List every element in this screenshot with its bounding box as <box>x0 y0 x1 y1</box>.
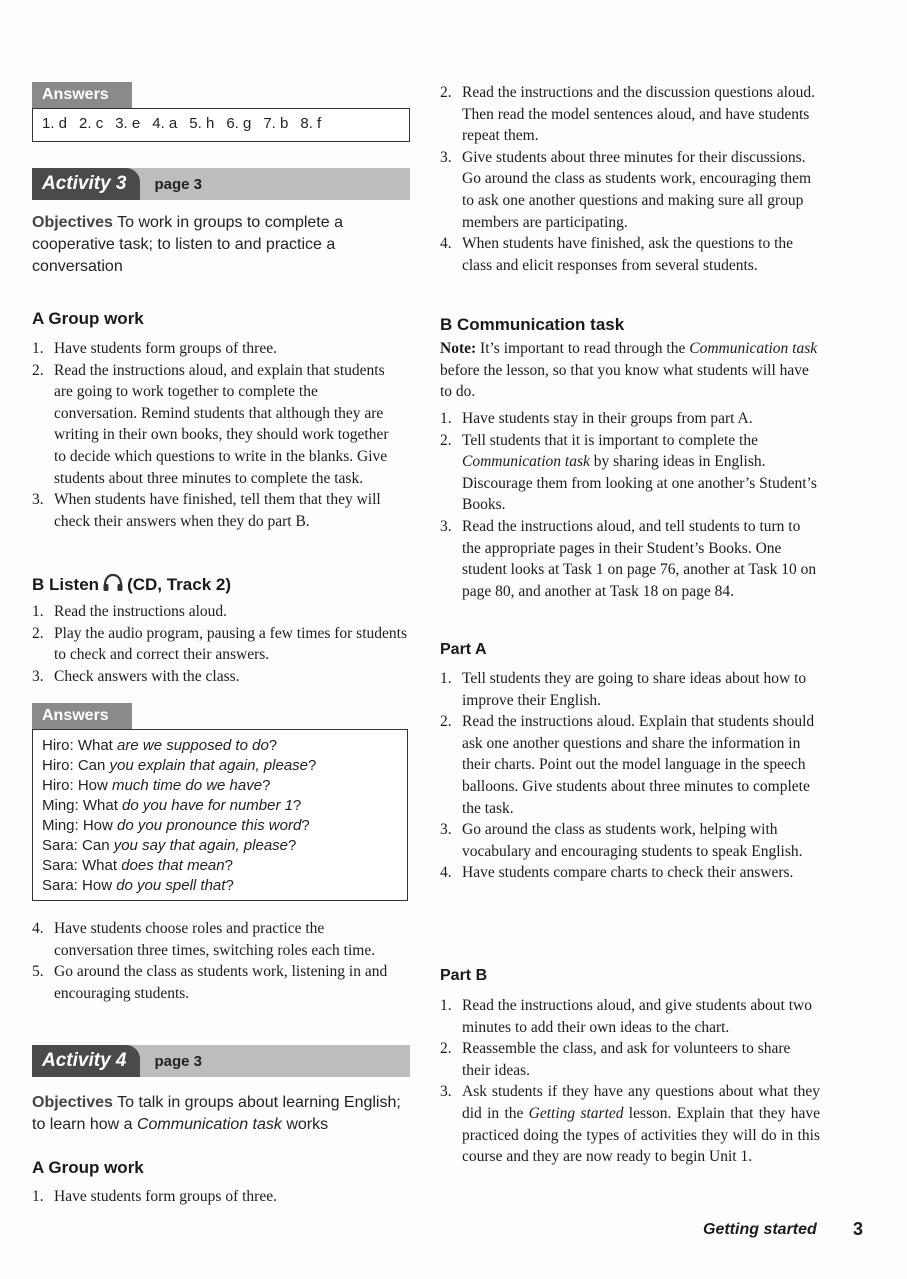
activity-4-page: page 3 <box>154 1052 203 1070</box>
list-item <box>32 601 407 623</box>
list-text: Tell students they are going to share ideas about how to improve their English. <box>462 670 807 709</box>
list-item <box>32 1186 404 1208</box>
part-a-heading: Part A <box>440 641 487 658</box>
objectives-text-2a: To talk in groups about learning English; to learn how a <box>32 1094 401 1133</box>
answer-key-item: 4. a <box>152 115 178 132</box>
objectives-label: Objectives <box>32 214 113 231</box>
listen-heading <box>32 573 231 598</box>
objectives-text: To work in groups to complete a cooperative task; to listen to and practice a conversation <box>32 214 343 275</box>
list-text: Play the audio program, pausing a few times for students to check and correct their answers. <box>54 624 407 664</box>
list-text: Go around the class as students work, helping with vocabulary and encouraging students to speak English. <box>462 821 803 860</box>
answer-line: Ming: What do you have for number 1? <box>42 797 302 814</box>
answer-line: Sara: Can you say that again, please? <box>42 837 297 854</box>
objectives-label-2: Objectives <box>32 1094 113 1111</box>
group-work-list-continued <box>440 82 820 276</box>
answer-line: Hiro: What are we supposed to do? <box>42 737 278 754</box>
answer-line: Ming: How do you pronounce this word? <box>42 817 310 834</box>
answer-key-item: 1. d <box>42 115 68 132</box>
listen-list-continued <box>32 918 407 1004</box>
list-number: 2. <box>32 361 44 379</box>
part-b-heading: Part B <box>440 967 488 984</box>
list-number: 3. <box>32 491 44 509</box>
list-item <box>440 668 820 711</box>
list-number: 5. <box>32 963 44 981</box>
list-item <box>440 82 820 147</box>
list-number: 4. <box>440 235 452 253</box>
answer-key-item: 3. e <box>115 115 141 132</box>
activity-3-objectives <box>32 212 402 278</box>
note-text-a: It’s important to read through the <box>476 340 690 357</box>
answer-line: Hiro: Can you explain that again, please? <box>42 757 317 774</box>
list-text: Have students form groups of three. <box>54 1188 277 1205</box>
page-number: 3 <box>853 1219 864 1239</box>
note-text-b: Communication task <box>689 340 818 357</box>
list-text: Read the instructions aloud. <box>54 603 228 620</box>
list-text: When students have finished, ask the questions to the class and elicit responses from several students. <box>462 235 794 274</box>
answers-key-row <box>33 109 409 138</box>
list-item <box>440 233 820 276</box>
list-item <box>440 862 820 884</box>
communication-task-heading: B Communication task <box>440 315 625 334</box>
list-number: 1. <box>32 340 44 357</box>
list-item: 1. Have students stay in their groups from part A. <box>440 410 753 427</box>
answer-key-item: 5. h <box>189 115 215 132</box>
list-number: 4. <box>440 864 452 882</box>
answers-dialogue-box <box>32 729 408 901</box>
activity-4-label: Activity 4 <box>32 1045 140 1077</box>
list-item <box>32 338 404 360</box>
answer-key-item: 2. c <box>79 115 104 132</box>
list-number: 2. <box>440 84 452 101</box>
list-text: Read the instructions aloud. Explain that students should ask one another questions and share the information in their charts. Point out the model language in the speech balloons. Give students about three minutes to complete the task. <box>462 713 815 817</box>
answer-line: Sara: How do you spell that? <box>42 877 234 894</box>
answers-tab-2: Answers <box>32 703 132 729</box>
headphones-icon <box>102 573 124 598</box>
answer-line: Sara: What does that mean? <box>42 857 233 874</box>
answer-line: Hiro: How much time do we have? <box>42 777 271 794</box>
part-a-list <box>440 668 820 884</box>
activity-3-page: page 3 <box>154 175 203 193</box>
list-text: Go around the class as students work, listening in and encouraging students. <box>54 963 388 1002</box>
list-text: Give students about three minutes for their discussions. Go around the class as students work, encouraging them to ask one another questions and making sure all group members are participating. <box>462 148 812 231</box>
answers-tab: Answers <box>32 82 132 108</box>
list-number: 4. <box>32 920 44 937</box>
list-item <box>32 918 407 961</box>
objectives-text-2c: works <box>281 1116 329 1133</box>
communication-task-note <box>440 338 818 403</box>
list-text: Check answers with the class. <box>54 667 240 685</box>
list-item <box>32 961 407 1004</box>
listen-track: (CD, Track 2) <box>127 575 231 594</box>
footer-section-title: Getting started <box>703 1221 817 1238</box>
answers-dialogue <box>42 736 398 896</box>
part-b-list <box>440 995 820 1168</box>
list-item <box>440 711 820 819</box>
answer-key-item: 6. g <box>226 115 252 132</box>
communication-task-list <box>440 408 820 602</box>
list-item <box>32 489 404 532</box>
list-text: When students have finished, tell them that they will check their answers when they do part B. <box>54 491 381 530</box>
group-work-heading-2: A Group work <box>32 1158 144 1177</box>
answer-key-item: 7. b <box>263 115 289 132</box>
list-number: 1. <box>32 1188 44 1205</box>
answers-key-box <box>32 108 410 142</box>
objectives-text-2b: Communication task <box>136 1116 282 1133</box>
list-text: Read the instructions and the discussion questions aloud. Then read the model sentences aloud, and have students repeat them. <box>462 84 816 145</box>
list-number: 3. <box>440 148 452 166</box>
group-work-list-2 <box>32 1186 404 1208</box>
list-item: 3. Read the instructions aloud, and tell students to turn to the appropriate pages in their Student’s Books. One student looks at Task 1 on page 76, another at Task 10 on page 80, and another at Task 18 on page 84. <box>440 517 817 600</box>
activity-4-objectives <box>32 1092 404 1136</box>
note-text-c: before the lesson, so that you know what students will have to do. <box>440 361 809 401</box>
list-number: 3. <box>32 667 44 685</box>
list-text: Have students choose roles and practice the conversation three times, switching roles each time. <box>54 920 376 959</box>
list-text: Have students form groups of three. <box>54 340 277 357</box>
list-item <box>440 147 820 233</box>
list-number: 2. <box>440 713 452 731</box>
activity-3-bar <box>32 168 410 200</box>
list-number: 1. <box>32 603 44 620</box>
listen-title: B Listen <box>32 575 100 594</box>
note-label: Note: <box>440 340 477 357</box>
activity-3-label: Activity 3 <box>32 168 140 200</box>
list-item <box>32 360 404 490</box>
list-text: Have students compare charts to check their answers. <box>462 864 794 882</box>
list-item <box>32 623 407 666</box>
list-number: 1. <box>440 670 452 687</box>
list-item: 3. Ask students if they have any questions about what they did in the Getting started lesson. Explain that they have practiced doing the types of activities they will do in this course and they are now ready to begin Unit 1. <box>440 1083 820 1166</box>
activity-4-bar <box>32 1045 410 1077</box>
group-work-list <box>32 338 404 532</box>
list-item <box>32 666 407 688</box>
listen-list <box>32 601 407 687</box>
group-work-heading: A Group work <box>32 309 144 328</box>
list-item <box>440 819 820 862</box>
list-number: 3. <box>440 821 452 839</box>
list-item: 1. Read the instructions aloud, and give students about two minutes to add their own ideas to the chart. <box>440 997 812 1036</box>
answer-key-item: 8. f <box>300 115 322 132</box>
list-item: 2. Reassemble the class, and ask for volunteers to share their ideas. <box>440 1040 791 1079</box>
list-text: Read the instructions aloud, and explain that students are going to work together to complete the conversation. Remind students that although they are writing in their own books, they should work together to decide which questions to write in the blanks. Give students about three minutes to complete the task. <box>54 361 389 487</box>
list-number: 2. <box>32 624 44 642</box>
list-item: 2. Tell students that it is important to complete the Communication task by sharing ideas in English. Discourage them from looking at one another’s Student’s Books. <box>440 431 817 514</box>
